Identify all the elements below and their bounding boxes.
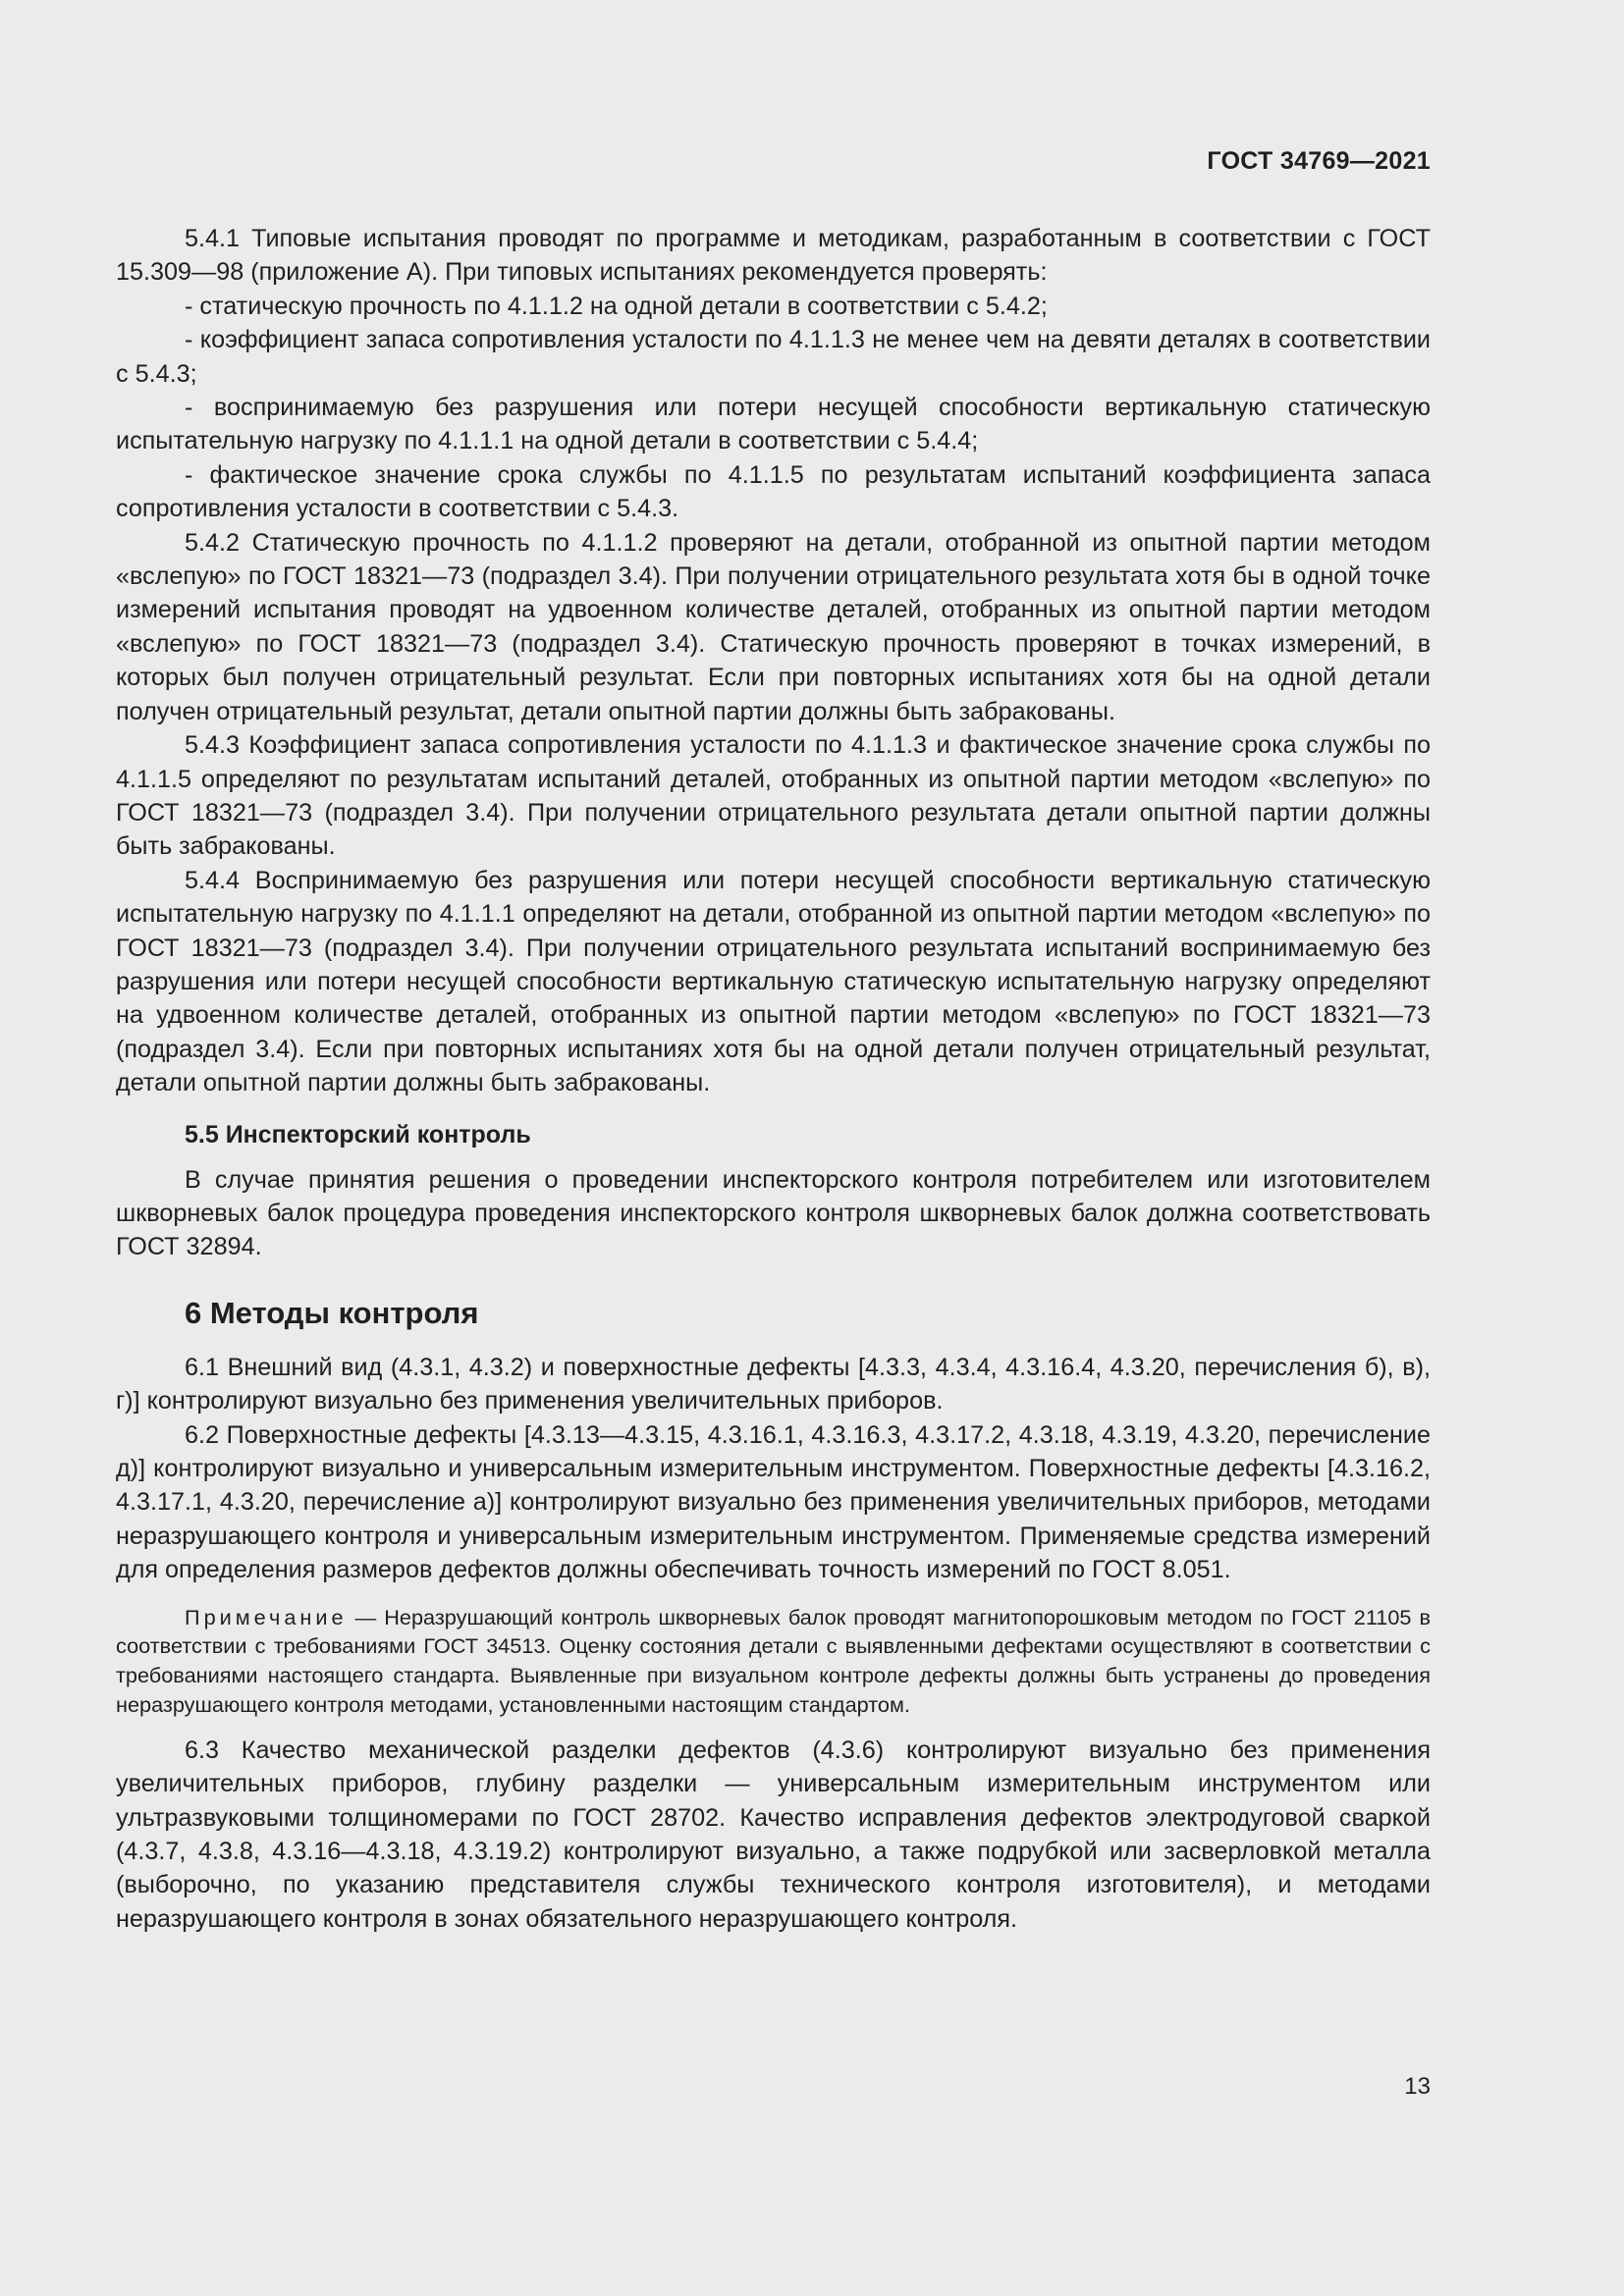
paragraph-6-3: 6.3 Качество механической разделки дефектов (4.3.6) контролируют визуально без применения увеличительных приборов, глубину разделки — универсальным измерительным инструментом или ультразвуковыми толщиномерами по ГОСТ 28702. Качество исправления дефектов электродуговой сваркой (4.3.7, 4.3.8, 4.3.16—4.3.18, 4.3.19.2) контролируют визуально, а также подрубкой или засверловкой металла (выборочно, по указанию представителя службы технического контроля изготовителя), и методами неразрушающего контроля в зонах обязательного неразрушающего контроля. (116, 1735, 1431, 1933)
list-item: - статическую прочность по 4.1.1.2 на одной детали в соответствии с 5.4.2; (185, 292, 1048, 320)
note-text: — Неразрушающий контроль шкворневых балок проводят магнитопорошковым методом по ГОСТ 21105 в соответствии с требованиями ГОСТ 34513. Оценку состояния детали с выявленными дефектами осуществляют в соответствии с требованиями настоящего стандарта. Выявленные при визуальном контроле дефекты должны быть устранены до проведения неразрушающего контроля методами, установленными настоящим стандартом. (116, 1604, 1431, 1718)
document-header: ГОСТ 34769—2021 (1207, 147, 1431, 175)
list-item: - коэффициент запаса сопротивления усталости по 4.1.1.3 не менее чем на девяти деталях в соответствии с 5.4.3; (116, 326, 1431, 388)
paragraph-6-2: 6.2 Поверхностные дефекты [4.3.13—4.3.15, 4.3.16.1, 4.3.16.3, 4.3.17.2, 4.3.18, 4.3.19, 4.3.20, перечисление д)] контролируют визуально и универсальным измерительным инструментом. Поверхностные дефекты [4.3.16.2, 4.3.17.1, 4.3.20, перечисление а)] контролируют визуально без применения увеличительных приборов, методами неразрушающего контроля и универсальным измерительным инструментом. Применяемые средства измерений для определения размеров дефектов должны обеспечивать точность измерений по ГОСТ 8.051. (116, 1420, 1431, 1584)
paragraph-5-4-3: 5.4.3 Коэффициент запаса сопротивления усталости по 4.1.1.3 и фактическое значение срока службы по 4.1.1.5 определяют по результатам испытаний деталей, отобранных из опытной партии методом «вслепую» по ГОСТ 18321—73 (подраздел 3.4). При получении отрицательного результата детали опытной партии должны быть забракованы. (116, 731, 1431, 861)
paragraph-5-4-1: 5.4.1 Типовые испытания проводят по программе и методикам, разработанным в соответствии с ГОСТ 15.309—98 (приложение А). При типовых испытаниях рекомендуется проверять: (116, 225, 1431, 287)
list-item: - фактическое значение срока службы по 4.1.1.5 по результатам испытаний коэффициента запаса сопротивления усталости в соответствии с 5.4.3. (116, 460, 1431, 523)
section-heading-5-5: 5.5 Инспекторский контроль (185, 1120, 531, 1148)
document-body (116, 222, 1431, 1936)
paragraph-5-4-4: 5.4.4 Воспринимаемую без разрушения или потери несущей способности вертикальную статическую испытательную нагрузку по 4.1.1.1 определяют на детали, отобранной из опытной партии методом «вслепую» по ГОСТ 18321—73 (подраздел 3.4). При получении отрицательного результата испытаний воспринимаемую без разрушения или потери несущей способности вертикальную статическую испытательную нагрузку определяют на удвоенном количестве деталей, отобранных из опытной партии методом «вслепую» по ГОСТ 18321—73 (подраздел 3.4). Если при повторных испытаниях хотя бы на одной детали получен отрицательный результат, детали опытной партии должны быть забракованы. (116, 866, 1431, 1097)
list-item: - воспринимаемую без разрушения или потери несущей способности вертикальную статическую испытательную нагрузку по 4.1.1.1 на одной детали в соответствии с 5.4.4; (116, 394, 1431, 455)
paragraph-6-1: 6.1 Внешний вид (4.3.1, 4.3.2) и поверхностные дефекты [4.3.3, 4.3.4, 4.3.16.4, 4.3.20, перечисления б), в), г)] контролируют визуально без применения увеличительных приборов. (116, 1353, 1431, 1415)
paragraph-5-5: В случае принятия решения о проведении инспекторского контроля потребителем или изготовителем шкворневых балок процедура проведения инспекторского контроля шкворневых балок должна соответствовать ГОСТ 32894. (116, 1165, 1431, 1261)
note-label: Примечание (185, 1604, 348, 1629)
paragraph-5-4-2: 5.4.2 Статическую прочность по 4.1.1.2 проверяют на детали, отобранной из опытной партии методом «вслепую» по ГОСТ 18321—73 (подраздел 3.4). При получении отрицательного результата хотя бы в одной точке измерений испытания проводят на удвоенном количестве деталей, отобранных из опытной партии методом «вслепую» по ГОСТ 18321—73 (подраздел 3.4). Статическую прочность проверяют в точках измерений, в которых был получен отрицательный результат. Если при повторных испытаниях хотя бы на одной детали получен отрицательный результат, детали опытной партии должны быть забракованы. (116, 528, 1431, 725)
page-number: 13 (1404, 2073, 1431, 2100)
document-page (116, 0, 1431, 2296)
section-heading-6: 6 Методы контроля (185, 1295, 479, 1330)
note-block (116, 1603, 1431, 1720)
